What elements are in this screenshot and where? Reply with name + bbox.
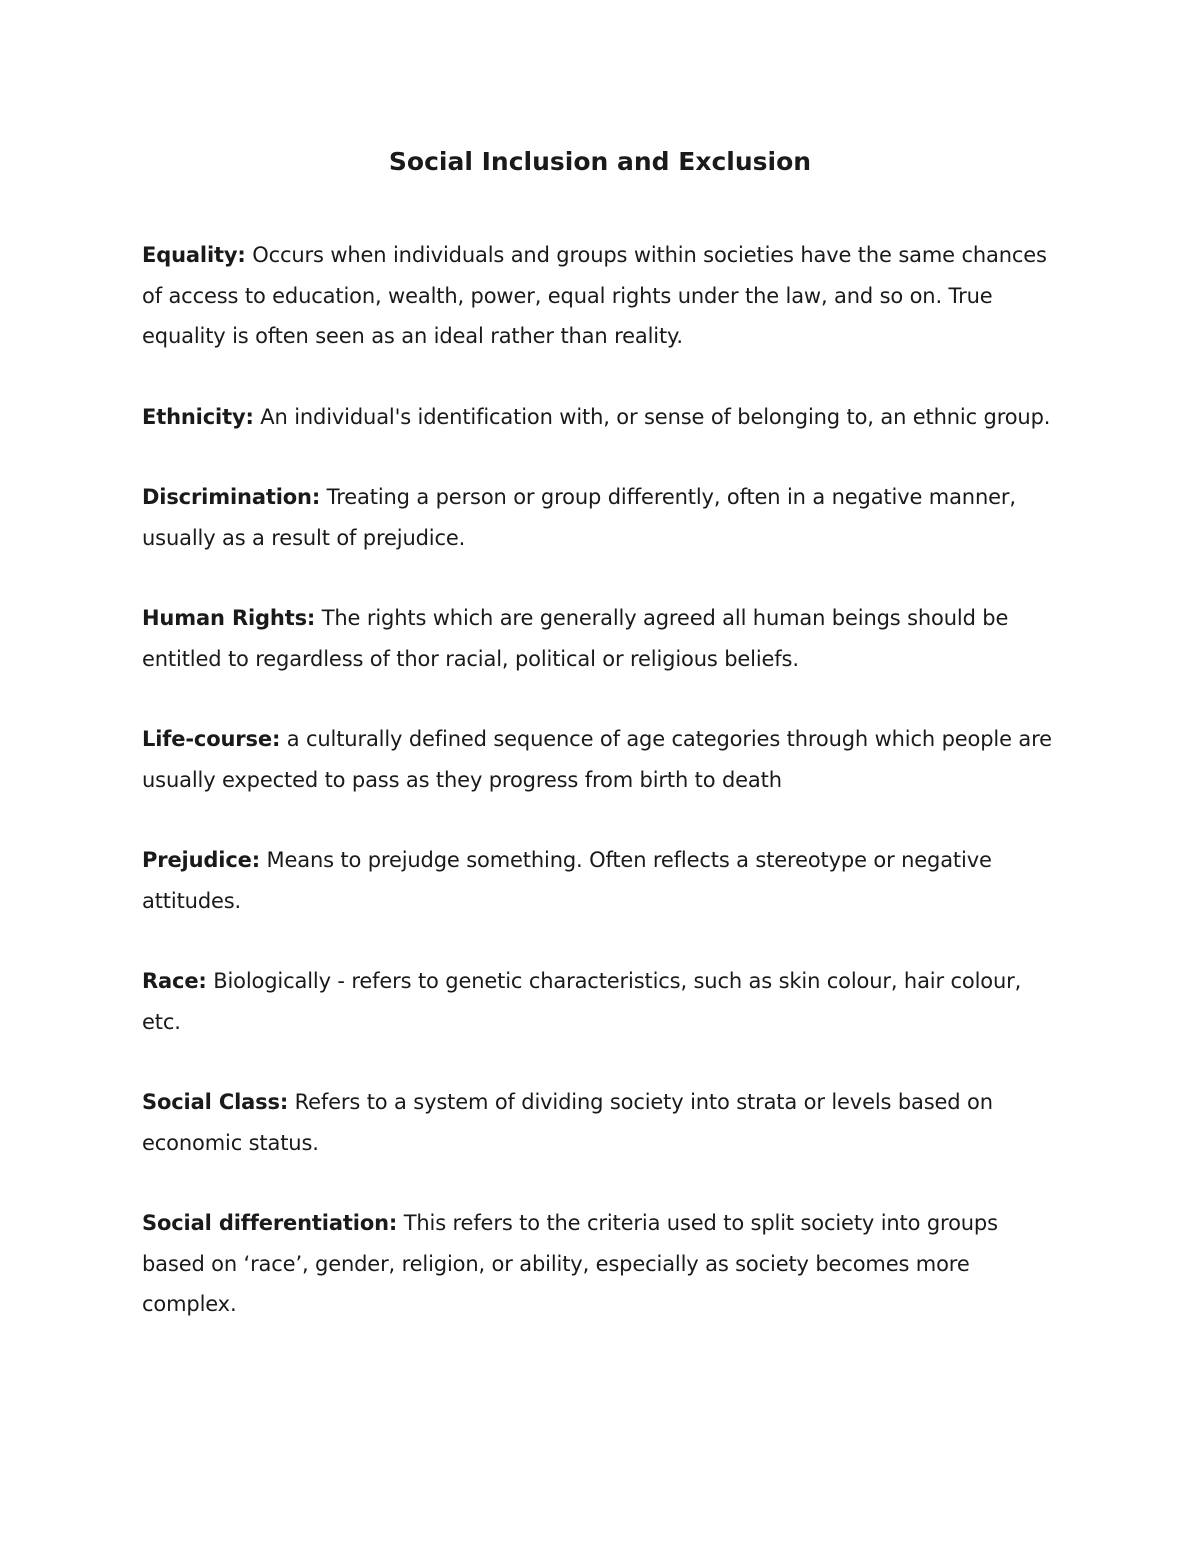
definition-text: Occurs when individuals and groups within societies have the same chances of access to education, wealth, power, equal rights under the law, and so on. True equality is often seen as an ideal rather than reality. <box>142 243 1047 348</box>
definition-entry-equality <box>142 235 1062 357</box>
definition-text: This refers to the criteria used to split society into groups based on ‘race’, gender, religion, or ability, especially as society becomes more complex. <box>142 1211 998 1316</box>
term-label: Social differentiation: <box>142 1211 398 1235</box>
term-label: Race: <box>142 969 207 993</box>
definition-entry-prejudice <box>142 840 1062 921</box>
term-label: Discrimination: <box>142 485 321 509</box>
term-label: Equality: <box>142 243 246 267</box>
definition-text: The rights which are generally agreed all human beings should be entitled to regardless of thor racial, political or religious beliefs. <box>142 606 1009 671</box>
definition-text: Treating a person or group differently, often in a negative manner, usually as a result of prejudice. <box>142 485 1016 550</box>
definition-entry-race <box>142 961 1062 1042</box>
definition-entry-life-course <box>142 719 1062 800</box>
term-label: Ethnicity: <box>142 404 254 429</box>
definition-text: An individual's identification with, or sense of belonging to, an ethnic group. <box>260 404 1051 429</box>
term-label: Social Class: <box>142 1090 289 1114</box>
definition-list <box>142 235 1062 1365</box>
page-title: Social Inclusion and Exclusion <box>388 147 812 176</box>
definition-entry-discrimination <box>142 477 1062 558</box>
definition-entry-social-class <box>142 1082 1062 1163</box>
definition-text: Means to prejudge something. Often reflects a stereotype or negative attitudes. <box>142 848 992 913</box>
term-label: Life-course: <box>142 727 281 751</box>
definition-text: Biologically - refers to genetic characteristics, such as skin colour, hair colour, etc. <box>142 969 1022 1034</box>
definition-entry-ethnicity <box>142 397 1062 438</box>
definition-entry-social-differentiation <box>142 1203 1062 1325</box>
definition-text: Refers to a system of dividing society into strata or levels based on economic status. <box>142 1090 993 1155</box>
term-label: Prejudice: <box>142 848 260 872</box>
definition-text: a culturally defined sequence of age categories through which people are usually expected to pass as they progress from birth to death <box>142 727 1052 792</box>
definition-entry-human-rights <box>142 598 1062 679</box>
term-label: Human Rights: <box>142 606 316 630</box>
